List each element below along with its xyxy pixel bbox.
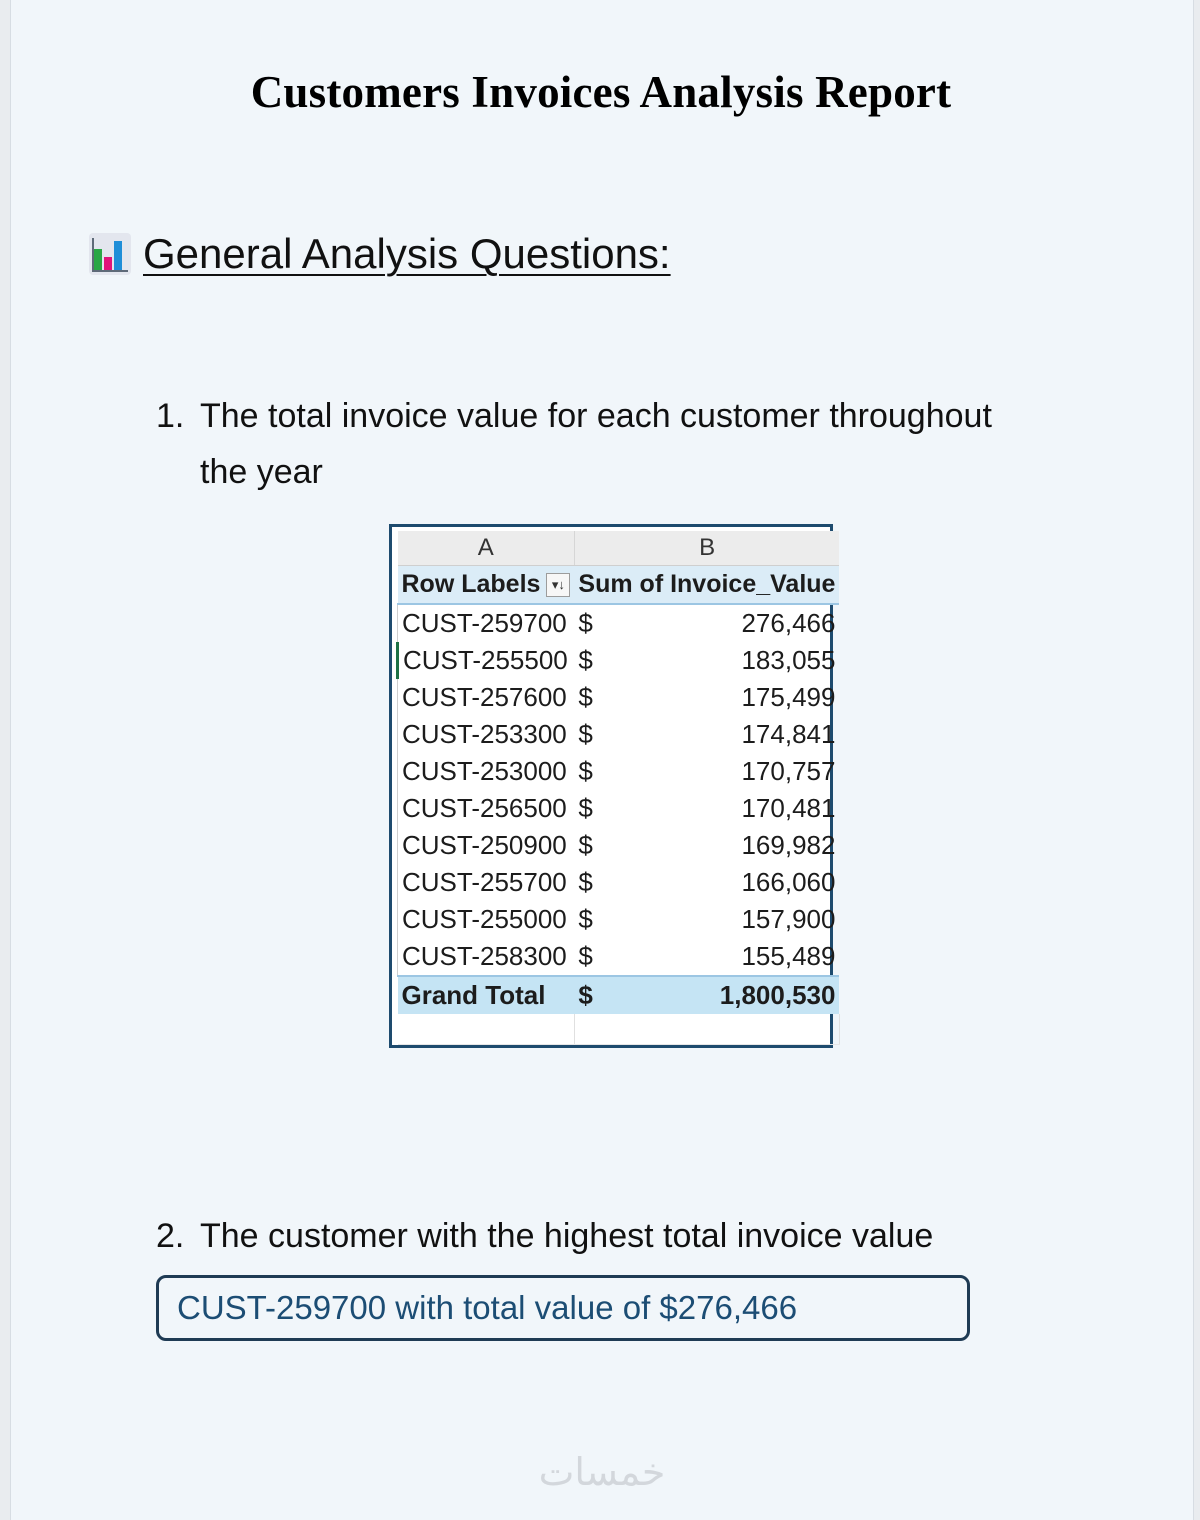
- column-letters-row: [398, 531, 840, 566]
- currency-cell: $: [578, 608, 593, 638]
- currency-cell: $: [578, 830, 593, 860]
- question-2-number: 2.: [156, 1217, 185, 1255]
- question-2: [156, 1208, 1116, 1264]
- table-row: [398, 716, 840, 753]
- customer-id-cell: CUST-253000: [398, 753, 575, 790]
- answer-box: CUST-259700 with total value of $276,466: [156, 1275, 970, 1341]
- pivot-header-row: [398, 566, 840, 605]
- customer-id-cell: CUST-250900: [398, 827, 575, 864]
- invoice-value-cell: 170,481: [741, 793, 836, 823]
- watermark: خمسات: [538, 1450, 666, 1494]
- customer-id-cell: CUST-255700: [398, 864, 575, 901]
- grand-total-value: 1,800,530: [612, 976, 839, 1014]
- currency-cell: $: [578, 867, 593, 897]
- table-row: [398, 679, 840, 716]
- column-letter-a: A: [398, 531, 575, 566]
- currency-cell: $: [578, 719, 593, 749]
- currency-cell: $: [578, 904, 593, 934]
- currency-cell: $: [578, 941, 593, 971]
- question-1-number: 1.: [156, 397, 185, 435]
- sort-filter-icon[interactable]: ▾↓: [546, 573, 570, 597]
- table-row: [398, 827, 840, 864]
- section-heading: [89, 230, 671, 278]
- document-page: [10, 0, 1194, 1520]
- customer-id-cell: CUST-259700: [398, 604, 575, 642]
- pivot-table-screenshot: [389, 524, 836, 1048]
- invoice-value-cell: 174,841: [741, 719, 836, 749]
- invoice-value-cell: 169,982: [741, 830, 836, 860]
- question-1-line-1: The total invoice value for each customer throughout: [200, 397, 992, 435]
- invoice-value-cell: 175,499: [741, 682, 836, 712]
- grand-total-label: Grand Total: [398, 976, 575, 1014]
- invoice-value-cell: 276,466: [741, 608, 836, 638]
- customer-id-cell: CUST-256500: [398, 790, 575, 827]
- question-1: [156, 388, 1116, 500]
- invoice-value-cell: 166,060: [741, 867, 836, 897]
- invoice-value-cell: 157,900: [741, 904, 836, 934]
- currency-cell: $: [578, 645, 593, 675]
- grand-total-currency: $: [574, 976, 612, 1014]
- table-row: [398, 864, 840, 901]
- table-row: [398, 753, 840, 790]
- section-heading-text: General Analysis Questions:: [143, 230, 671, 277]
- table-row: [398, 790, 840, 827]
- invoice-value-cell: 170,757: [741, 756, 836, 786]
- question-2-text: The customer with the highest total invoice value: [200, 1217, 934, 1255]
- pivot-table: [396, 531, 840, 1045]
- customer-id-cell: CUST-257600: [398, 679, 575, 716]
- column-letter-b: B: [574, 531, 839, 566]
- customer-id-cell: CUST-253300: [398, 716, 575, 753]
- table-row: [398, 938, 840, 976]
- empty-row: [398, 1014, 840, 1045]
- table-row: [398, 604, 840, 642]
- currency-cell: $: [578, 756, 593, 786]
- table-row: [398, 642, 840, 679]
- customer-id-cell: CUST-258300: [398, 938, 575, 976]
- grand-total-row: [398, 976, 840, 1014]
- invoice-value-cell: 155,489: [741, 941, 836, 971]
- pivot-rows: [398, 604, 840, 976]
- bar-chart-icon: [89, 233, 131, 275]
- currency-cell: $: [578, 793, 593, 823]
- report-title: Customers Invoices Analysis Report: [250, 67, 952, 117]
- customer-id-cell: CUST-255000: [398, 901, 575, 938]
- invoice-value-cell: 183,055: [741, 645, 836, 675]
- customer-id-cell: CUST-255500: [398, 642, 575, 679]
- table-row: [398, 901, 840, 938]
- question-1-line-2: the year: [200, 453, 323, 491]
- currency-cell: $: [578, 682, 593, 712]
- sum-header: Sum of Invoice_Value: [574, 566, 839, 605]
- row-labels-header: Row Labels ▾↓: [398, 566, 575, 605]
